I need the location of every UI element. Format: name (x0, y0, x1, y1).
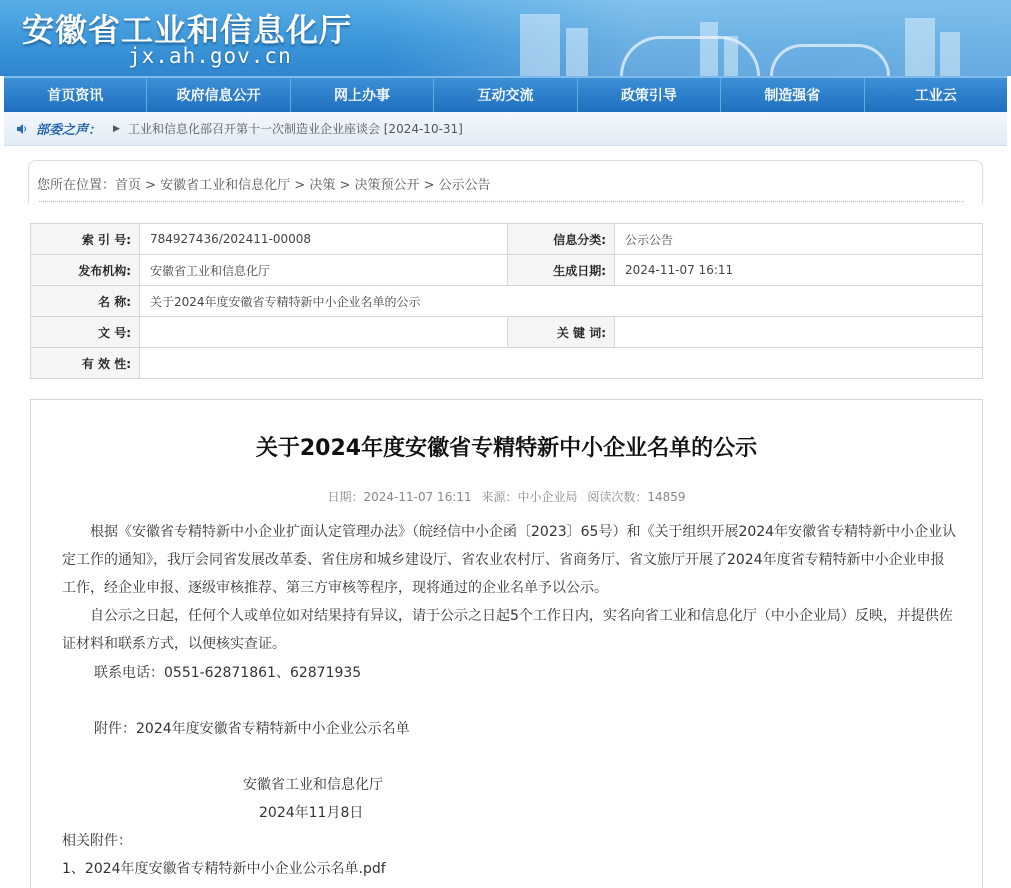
speaker-icon (16, 123, 28, 135)
article-date: 日期：2024-11-07 16:11 (327, 490, 472, 504)
announcement-bar (4, 112, 1007, 146)
publisher-value: 安徽省工业和信息化厅 (140, 255, 508, 286)
article-paragraph: 根据《安徽省专精特新中小企业扩面认定管理办法》（皖经信中小企函〔2023〕65号）和《关于组织开展2024年安徽省专精特新中小企业认定工作的通知》，我厅会同省发展改革委、省住房和城乡建设厅、省农业农村厅、省商务厅、省文旅厅开展了2024年度省专精特新中小企业申报工作，经企业申报、逐级审核推荐、第三方审核等程序，现将通过的企业名单予以公示。 (62, 524, 957, 596)
banner-building (520, 14, 560, 76)
index-number-value: 784927436/202411-00008 (140, 224, 508, 255)
breadcrumb (37, 174, 491, 193)
nav-item-online-services[interactable]: 网上办事 (291, 78, 434, 112)
banner-building (940, 32, 960, 76)
publisher-label: 发布机构: (31, 255, 140, 286)
main-nav (4, 76, 1007, 112)
document-info-table (30, 223, 983, 379)
announcement-link[interactable]: 工业和信息化部召开第十一次制造业企业座谈会 [2024-10-31] (127, 122, 463, 136)
name-value: 关于2024年度安徽省专精特新中小企业名单的公示 (140, 286, 983, 317)
validity-value (140, 348, 983, 379)
related-attachments-label: 相关附件： (62, 833, 132, 849)
article-panel (30, 399, 983, 888)
site-domain: jx.ah.gov.cn (128, 44, 292, 68)
contact-phone: 联系电话：0551-62871861、62871935 (94, 665, 362, 681)
banner-arch (620, 36, 760, 76)
header-banner (0, 0, 1011, 76)
breadcrumb-prefix: 您所在位置： (37, 178, 116, 193)
sign-date: 2024年11月8日 (259, 805, 364, 821)
index-number-label: 索 引 号: (31, 224, 140, 255)
category-label: 信息分类: (508, 224, 615, 255)
article-source: 来源：中小企业局 (481, 490, 578, 504)
nav-item-manufacturing[interactable]: 制造强省 (721, 78, 864, 112)
nav-item-industry-cloud[interactable]: 工业云 (914, 88, 957, 104)
attachment-link[interactable]: 1、2024年度安徽省专精特新中小企业公示名单.pdf (62, 861, 386, 877)
keywords-label: 关 键 词: (508, 317, 615, 348)
doc-number-value (140, 317, 508, 348)
nav-item-gov-info[interactable]: 政府信息公开 (147, 78, 290, 112)
doc-number-label: 文 号: (31, 317, 140, 348)
article-meta (31, 488, 982, 505)
keywords-value (615, 317, 983, 348)
breadcrumb-panel (28, 160, 983, 204)
article-read-count: 阅读次数：14859 (587, 490, 686, 504)
article-paragraph: 自公示之日起，任何个人或单位如对结果持有异议，请于公示之日起5个工作日内，实名向省工业和信息化厅（中小企业局）反映，并提供佐证材料和联系方式，以便核实查证。 (62, 608, 953, 652)
breadcrumb-trail[interactable]: 首页 > 安徽省工业和信息化厅 > 决策 > 决策预公开 > 公示公告 (115, 178, 491, 193)
site-title[interactable]: 安徽省工业和信息化厅 (22, 11, 353, 49)
nav-item-home[interactable]: 首页资讯 (4, 78, 147, 112)
name-label: 名 称: (31, 286, 140, 317)
validity-label: 有 效 性: (31, 348, 140, 379)
banner-building (566, 28, 588, 76)
bullet-arrow-icon: ▶ (113, 123, 120, 134)
date-value: 2024-11-07 16:11 (615, 255, 983, 286)
divider (39, 201, 964, 202)
nav-item-policy[interactable]: 政策引导 (578, 78, 721, 112)
category-value: 公示公告 (615, 224, 983, 255)
signer: 安徽省工业和信息化厅 (243, 777, 383, 793)
date-label: 生成日期: (508, 255, 615, 286)
banner-arch (770, 44, 890, 76)
attachment-note: 附件：2024年度安徽省专精特新中小企业公示名单 (94, 721, 410, 737)
article-title: 关于2024年度安徽省专精特新中小企业名单的公示 (255, 436, 758, 461)
nav-item-interaction[interactable]: 互动交流 (434, 78, 577, 112)
banner-building (905, 18, 935, 76)
announcement-label: 部委之声： (36, 123, 102, 138)
